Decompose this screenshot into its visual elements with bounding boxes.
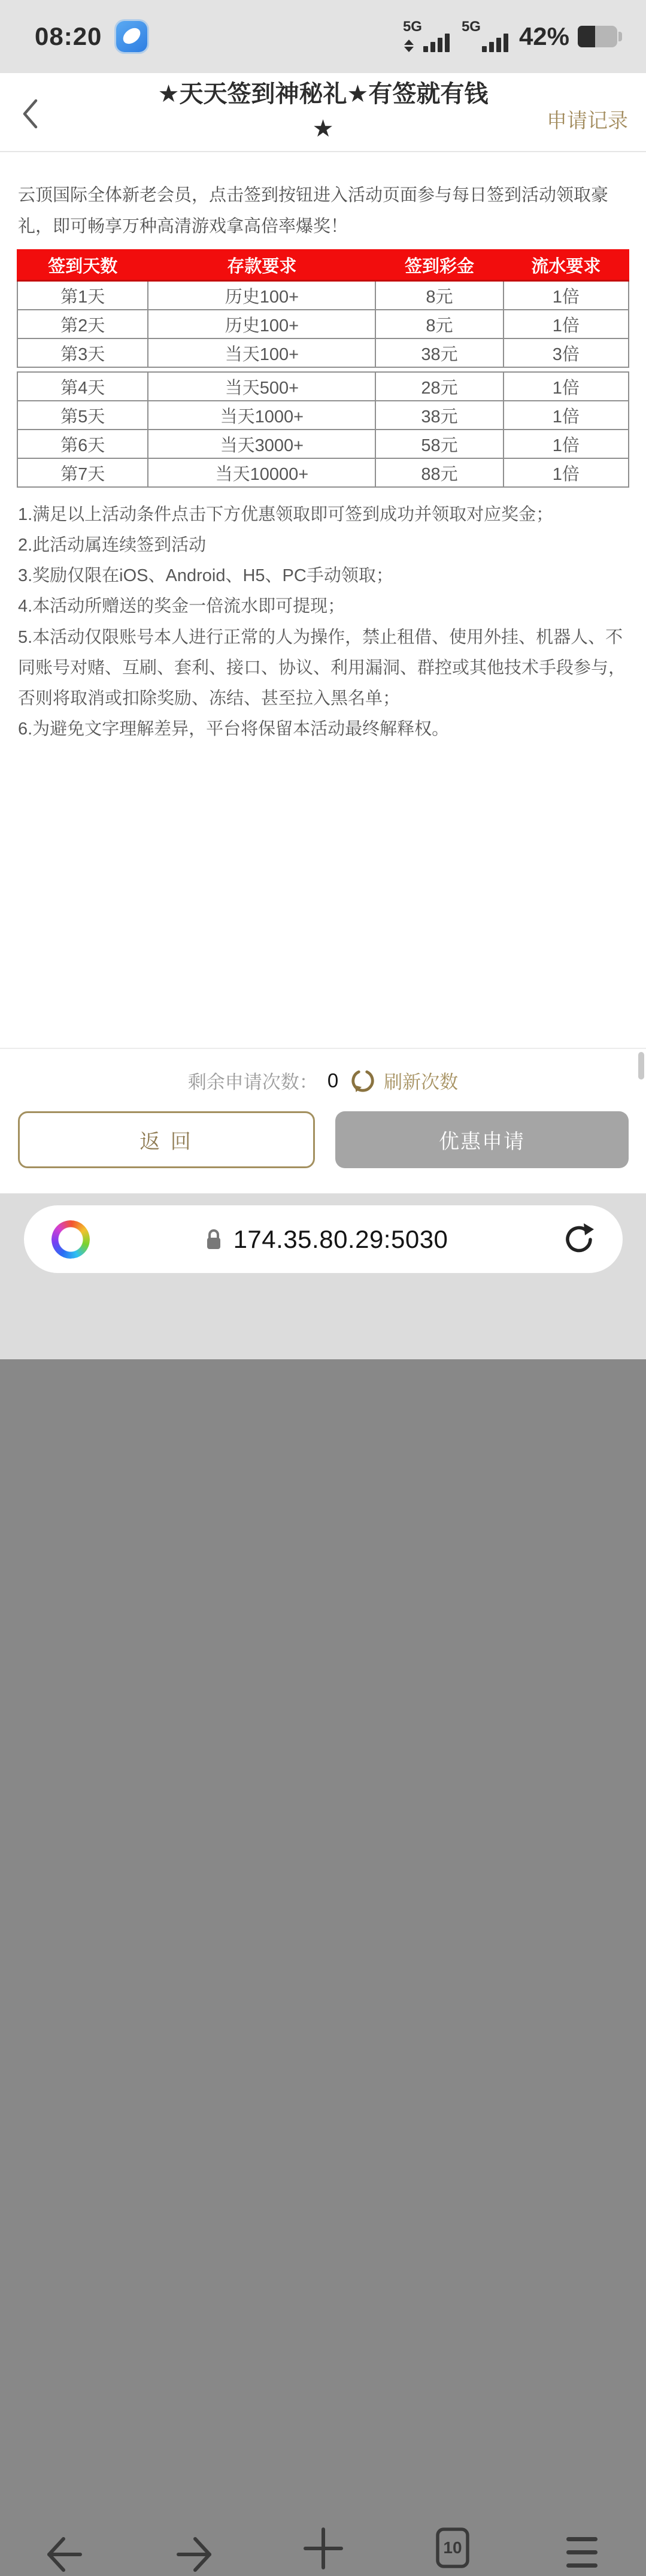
rule-item: 3.奖励仅限在iOS、Android、H5、PC手动领取； (18, 566, 393, 586)
table-cell: 1倍 (504, 310, 629, 338)
status-bar (0, 0, 646, 73)
bottom-action-panel (0, 1048, 646, 1193)
table-cell: 第2天 (17, 310, 148, 338)
nav-forward-icon[interactable] (172, 2528, 216, 2576)
table-row (17, 458, 629, 487)
table-cell: 38元 (375, 401, 503, 430)
table-cell: 1倍 (504, 430, 629, 458)
url-bar[interactable] (24, 1205, 623, 1273)
rule-item: 2.此活动属连续签到活动 (18, 536, 207, 555)
table-cell: 28元 (375, 372, 503, 401)
table-cell: 8元 (375, 281, 503, 310)
table-header-row (17, 250, 629, 281)
table-cell: 第5天 (17, 401, 148, 430)
battery-icon (578, 26, 617, 47)
signal-5g-icon-1: 5G (403, 20, 450, 53)
promo-apply-button[interactable]: 优惠申请 (335, 1111, 629, 1168)
table-cell: 当天100+ (148, 338, 375, 367)
url-text[interactable]: 174.35.80.29:5030 (233, 1224, 448, 1253)
back-button[interactable]: 返 回 (18, 1111, 315, 1168)
table-cell: 第3天 (17, 338, 148, 367)
nav-back-icon[interactable] (43, 2528, 86, 2576)
browser-chrome (0, 1193, 646, 2557)
signin-table-part2 (17, 371, 629, 488)
battery-nub (618, 32, 622, 41)
table-cell: 1倍 (504, 401, 629, 430)
table-cell: 3倍 (504, 338, 629, 367)
column-header: 签到天数 (17, 250, 148, 281)
remaining-times-label: 剩余申请次数： (187, 1072, 318, 1093)
page-header (0, 73, 646, 152)
signin-table-part1 (17, 249, 629, 368)
rules-list (18, 500, 628, 744)
rule-item: 4.本活动所赠送的奖金一倍流水即可提现； (18, 597, 345, 616)
table-cell: 当天500+ (148, 372, 375, 401)
app-icon-oval (120, 25, 144, 47)
table-cell: 38元 (375, 338, 503, 367)
table-row (17, 310, 629, 338)
back-chevron-icon[interactable] (20, 98, 41, 129)
activity-content (0, 152, 646, 745)
table-row (17, 338, 629, 367)
table-cell: 当天10000+ (148, 458, 375, 487)
table-cell: 第7天 (17, 458, 148, 487)
table-cell: 8元 (375, 310, 503, 338)
url-center (205, 1225, 448, 1254)
table-cell: 当天3000+ (148, 430, 375, 458)
column-header: 存款要求 (148, 250, 375, 281)
table-cell: 历史100+ (148, 281, 375, 310)
rule-item: 6.为避免文字理解差异，平台将保留本活动最终解释权。 (18, 719, 450, 739)
clock: 08:20 (35, 22, 102, 50)
table-row (17, 372, 629, 401)
notification-app-icon (116, 21, 147, 52)
action-buttons (18, 1111, 629, 1168)
refresh-times-icon[interactable] (350, 1068, 375, 1093)
table-cell: 第4天 (17, 372, 148, 401)
remaining-times-row (0, 1067, 646, 1094)
status-indicators (391, 20, 622, 53)
nav-menu-icon[interactable] (560, 2528, 603, 2576)
intro-text: 云顶国际全体新老会员，点击签到按钮进入活动页面参与每日签到活动领取豪礼，即可畅享万种高清游戏拿高倍率爆奖！ (18, 186, 609, 237)
tab-count: 10 (443, 2538, 462, 2557)
reload-icon[interactable] (563, 1223, 595, 1256)
table-row (17, 281, 629, 310)
column-header: 流水要求 (504, 250, 629, 281)
table-row (17, 430, 629, 458)
rule-item: 5.本活动仅限账号本人进行正常的人为操作，禁止租借、使用外挂、机器人、不同账号对赌、互刷、套利、接口、协议、利用漏洞、群控或其他技术手段参与，否则将取消或扣除奖励、冻结、甚至拉入黑名单； (18, 627, 626, 708)
table-cell: 88元 (375, 458, 503, 487)
table-cell: 58元 (375, 430, 503, 458)
rule-item: 1.满足以上活动条件点击下方优惠领取即可签到成功并领取对应奖金； (18, 505, 554, 525)
signin-table (17, 249, 629, 488)
lock-icon (205, 1227, 223, 1251)
column-header: 签到彩金 (375, 250, 503, 281)
table-cell: 1倍 (504, 372, 629, 401)
table-cell: 第1天 (17, 281, 148, 310)
nav-tab-switcher-icon[interactable] (431, 2528, 474, 2576)
refresh-times-label[interactable]: 刷新次数 (384, 1072, 459, 1093)
nav-new-tab-icon[interactable] (302, 2528, 345, 2576)
table-cell: 1倍 (504, 281, 629, 310)
remaining-times-value: 0 (327, 1069, 339, 1092)
copilot-icon[interactable] (51, 1220, 90, 1259)
table-cell: 1倍 (504, 458, 629, 487)
battery-percent: 42% (518, 22, 569, 50)
table-cell: 历史100+ (148, 310, 375, 338)
apply-record-link[interactable]: 申请记录 (547, 110, 628, 132)
scrollbar-thumb[interactable] (638, 1052, 644, 1080)
page-title: ★天天签到神秘礼★有签就有钱★ (157, 81, 489, 142)
table-cell: 当天1000+ (148, 401, 375, 430)
data-updown-arrows (404, 40, 414, 52)
table-row (17, 401, 629, 430)
signal-5g-icon-2: 5G (462, 20, 508, 53)
table-cell: 第6天 (17, 430, 148, 458)
